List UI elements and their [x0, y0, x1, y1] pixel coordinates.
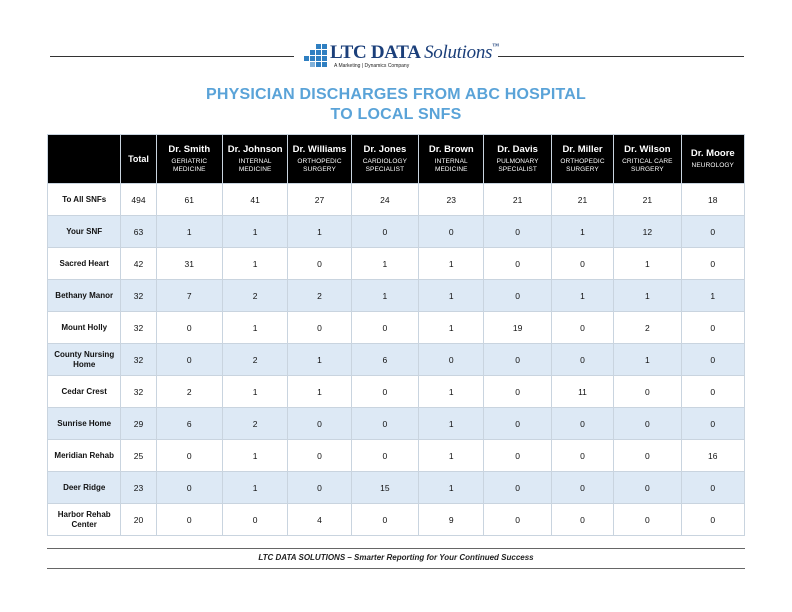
value-cell: 0: [551, 472, 613, 504]
total-cell: 32: [121, 344, 156, 376]
value-cell: 1: [419, 312, 484, 344]
value-cell: 19: [484, 312, 551, 344]
value-cell: 2: [222, 344, 287, 376]
value-cell: 0: [484, 344, 551, 376]
total-cell: 32: [121, 280, 156, 312]
doctor-specialty: NEUROLOGY: [691, 162, 734, 169]
value-cell: 0: [222, 504, 287, 536]
doctor-specialty: PULMONARY SPECIALIST: [496, 158, 539, 173]
value-cell: 0: [288, 312, 351, 344]
total-cell: 29: [121, 408, 156, 440]
doctor-name: Dr. Moore: [690, 148, 735, 159]
table-row: [48, 472, 745, 504]
value-cell: 1: [419, 408, 484, 440]
facility-name: County Nursing Home: [48, 344, 121, 376]
total-cell: 63: [121, 216, 156, 248]
value-cell: 21: [614, 184, 681, 216]
value-cell: 0: [288, 440, 351, 472]
value-cell: 0: [484, 216, 551, 248]
value-cell: 1: [614, 280, 681, 312]
facility-name: Cedar Crest: [48, 376, 121, 408]
total-cell: 42: [121, 248, 156, 280]
table-row: [48, 248, 745, 280]
page-title-line2: TO LOCAL SNFS: [330, 106, 462, 123]
value-cell: 1: [222, 440, 287, 472]
value-cell: 0: [484, 440, 551, 472]
value-cell: 1: [222, 248, 287, 280]
value-cell: 0: [288, 248, 351, 280]
doctor-specialty: ORTHOPEDIC SURGERY: [297, 158, 342, 173]
value-cell: 61: [156, 184, 222, 216]
value-cell: 1: [614, 344, 681, 376]
value-cell: 4: [288, 504, 351, 536]
value-cell: 1: [551, 216, 613, 248]
facility-name: Deer Ridge: [48, 472, 121, 504]
facility-name: Sunrise Home: [48, 408, 121, 440]
value-cell: 0: [681, 216, 744, 248]
footer-rule-bottom: [47, 568, 745, 569]
value-cell: 2: [222, 280, 287, 312]
total-cell: 32: [121, 312, 156, 344]
value-cell: 0: [614, 376, 681, 408]
value-cell: 1: [419, 472, 484, 504]
value-cell: 0: [484, 408, 551, 440]
value-cell: 1: [351, 280, 418, 312]
value-cell: 0: [551, 344, 613, 376]
total-cell: 494: [121, 184, 156, 216]
header-rule-left: [50, 56, 294, 57]
total-cell: 32: [121, 376, 156, 408]
table-row: [48, 408, 745, 440]
table-header-row: [48, 135, 745, 184]
table-row: [48, 312, 745, 344]
doctor-specialty: INTERNAL MEDICINE: [238, 158, 272, 173]
facility-name: Meridian Rehab: [48, 440, 121, 472]
value-cell: 2: [614, 312, 681, 344]
value-cell: 1: [551, 280, 613, 312]
value-cell: 0: [681, 312, 744, 344]
value-cell: 15: [351, 472, 418, 504]
logo-main: LTC DATA: [330, 42, 420, 63]
page-title-line1: PHYSICIAN DISCHARGES FROM ABC HOSPITAL: [205, 86, 587, 103]
value-cell: 21: [551, 184, 613, 216]
value-cell: 6: [156, 408, 222, 440]
value-cell: 0: [351, 408, 418, 440]
value-cell: 0: [551, 440, 613, 472]
value-cell: 0: [351, 440, 418, 472]
value-cell: 0: [614, 504, 681, 536]
value-cell: 0: [156, 312, 222, 344]
value-cell: 2: [156, 376, 222, 408]
doctor-specialty: CARDIOLOGY SPECIALIST: [362, 158, 408, 173]
table-row: [48, 280, 745, 312]
table-row: [48, 184, 745, 216]
doctor-name: Dr. Smith: [168, 144, 211, 155]
logo-wordmark: [330, 42, 499, 64]
value-cell: 12: [614, 216, 681, 248]
value-cell: 2: [288, 280, 351, 312]
doctor-specialty: CRITICAL CARE SURGERY: [622, 158, 673, 173]
value-cell: 31: [156, 248, 222, 280]
value-cell: 0: [484, 504, 551, 536]
value-cell: 0: [551, 312, 613, 344]
value-cell: 0: [614, 440, 681, 472]
doctor-name: Dr. Williams: [292, 144, 347, 155]
table-row: [48, 216, 745, 248]
value-cell: 0: [551, 504, 613, 536]
doctor-header: [156, 135, 222, 184]
logo-tagline: A Marketing | Dynamics Company: [334, 63, 410, 69]
value-cell: 1: [156, 216, 222, 248]
value-cell: 0: [681, 376, 744, 408]
value-cell: 0: [681, 504, 744, 536]
value-cell: 1: [419, 248, 484, 280]
value-cell: 1: [222, 376, 287, 408]
value-cell: 1: [288, 376, 351, 408]
doctor-name: Dr. Brown: [428, 144, 474, 155]
facility-name: To All SNFs: [48, 184, 121, 216]
value-cell: 41: [222, 184, 287, 216]
value-cell: 9: [419, 504, 484, 536]
doctor-header: [419, 135, 484, 184]
value-cell: 0: [351, 376, 418, 408]
doctor-header: [551, 135, 613, 184]
value-cell: 2: [222, 408, 287, 440]
value-cell: 16: [681, 440, 744, 472]
value-cell: 7: [156, 280, 222, 312]
doctor-name: Dr. Wilson: [624, 144, 671, 155]
facility-name: Bethany Manor: [48, 280, 121, 312]
table-row: [48, 504, 745, 536]
value-cell: 0: [351, 312, 418, 344]
value-cell: 1: [681, 280, 744, 312]
facility-name: Your SNF: [48, 216, 121, 248]
value-cell: 1: [222, 472, 287, 504]
company-logo: [300, 42, 499, 70]
doctor-specialty: INTERNAL MEDICINE: [434, 158, 468, 173]
doctor-name: Dr. Jones: [363, 144, 407, 155]
value-cell: 1: [419, 376, 484, 408]
doctor-header: [222, 135, 287, 184]
value-cell: 0: [551, 408, 613, 440]
value-cell: 1: [419, 280, 484, 312]
footer-tagline: LTC DATA SOLUTIONS – Smarter Reporting for Your Continued Success: [258, 553, 534, 562]
facility-name: Harbor Rehab Center: [48, 504, 121, 536]
value-cell: 1: [288, 344, 351, 376]
value-cell: 23: [419, 184, 484, 216]
value-cell: 27: [288, 184, 351, 216]
value-cell: 0: [419, 344, 484, 376]
table-row: [48, 344, 745, 376]
value-cell: 0: [484, 280, 551, 312]
doctor-header: [614, 135, 681, 184]
value-cell: 0: [614, 408, 681, 440]
value-cell: 0: [484, 472, 551, 504]
value-cell: 18: [681, 184, 744, 216]
total-header: Total: [121, 135, 156, 184]
doctor-header: [681, 135, 744, 184]
value-cell: 0: [484, 376, 551, 408]
doctor-specialty: ORTHOPEDIC SURGERY: [560, 158, 605, 173]
corner-cell: [48, 135, 121, 184]
value-cell: 0: [681, 248, 744, 280]
value-cell: 6: [351, 344, 418, 376]
value-cell: 0: [156, 472, 222, 504]
logo-italic: Solutions: [424, 42, 493, 63]
value-cell: 1: [288, 216, 351, 248]
value-cell: 1: [419, 440, 484, 472]
total-cell: 20: [121, 504, 156, 536]
value-cell: 1: [222, 312, 287, 344]
value-cell: 1: [351, 248, 418, 280]
logo-dot-grid-icon: [304, 44, 326, 66]
value-cell: 0: [614, 472, 681, 504]
value-cell: 0: [156, 504, 222, 536]
facility-name: Sacred Heart: [48, 248, 121, 280]
value-cell: 24: [351, 184, 418, 216]
footer-rule-top: [47, 548, 745, 549]
value-cell: 0: [419, 216, 484, 248]
value-cell: 1: [614, 248, 681, 280]
value-cell: 0: [351, 216, 418, 248]
header-rule-right: [498, 56, 744, 57]
value-cell: 21: [484, 184, 551, 216]
value-cell: 0: [288, 408, 351, 440]
doctor-header: [484, 135, 551, 184]
total-cell: 23: [121, 472, 156, 504]
value-cell: 0: [681, 408, 744, 440]
doctor-name: Dr. Miller: [562, 144, 603, 155]
total-cell: 25: [121, 440, 156, 472]
value-cell: 0: [288, 472, 351, 504]
doctor-header: [351, 135, 418, 184]
value-cell: 1: [222, 216, 287, 248]
doctor-header: [288, 135, 351, 184]
value-cell: 0: [681, 472, 744, 504]
doctor-name: Dr. Davis: [497, 144, 538, 155]
doctor-specialty: GERIATRIC MEDICINE: [171, 158, 208, 173]
value-cell: 0: [681, 344, 744, 376]
value-cell: 0: [551, 248, 613, 280]
value-cell: 0: [156, 440, 222, 472]
value-cell: 0: [484, 248, 551, 280]
logo-trademark: ™: [492, 42, 499, 50]
value-cell: 0: [351, 504, 418, 536]
table-row: [48, 440, 745, 472]
value-cell: 0: [156, 344, 222, 376]
discharge-table: [47, 134, 745, 536]
value-cell: 11: [551, 376, 613, 408]
table-row: [48, 376, 745, 408]
facility-name: Mount Holly: [48, 312, 121, 344]
doctor-name: Dr. Johnson: [227, 144, 283, 155]
